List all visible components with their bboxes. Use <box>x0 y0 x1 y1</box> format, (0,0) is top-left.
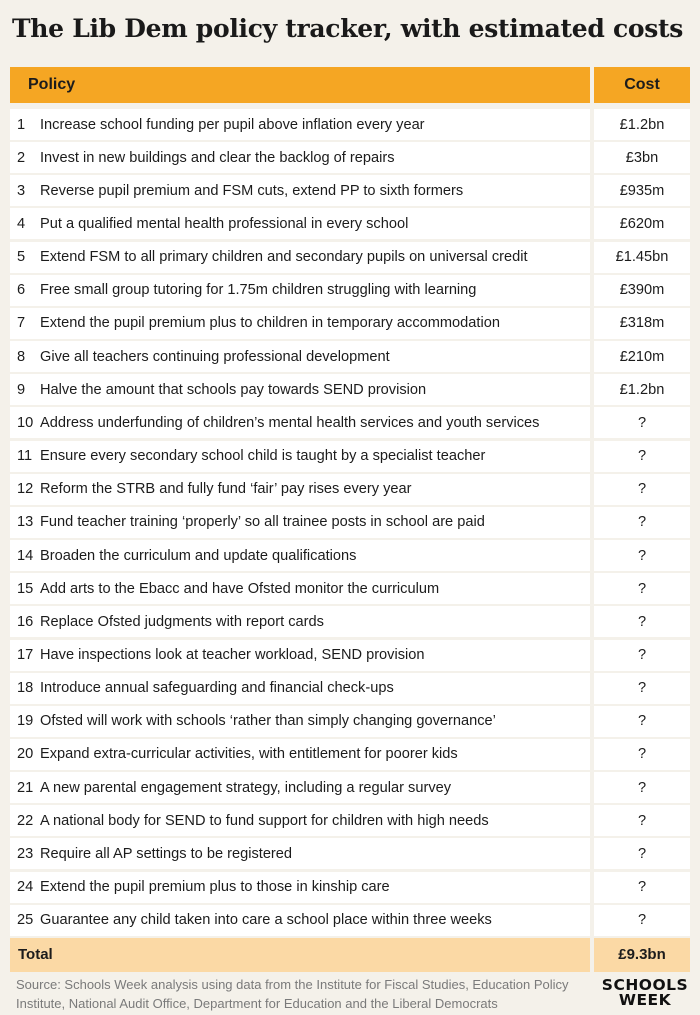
cost-cell: £935m <box>594 175 690 206</box>
policy-cell <box>10 606 590 637</box>
table-row <box>10 208 690 239</box>
cost-cell: ? <box>594 474 690 505</box>
cost-cell: £3bn <box>594 142 690 173</box>
cost-cell: ? <box>594 838 690 869</box>
row-number: 11 <box>17 448 33 465</box>
policy-text: Reform the STRB and fully fund ‘fair’ pay rises every year <box>40 481 412 498</box>
policy-cell <box>10 242 590 273</box>
policy-text: Replace Ofsted judgments with report cards <box>40 613 324 630</box>
policy-cell <box>10 540 590 571</box>
policy-text: Extend the pupil premium plus to children in temporary accommodation <box>40 315 500 332</box>
table-row <box>10 374 690 405</box>
policy-cell <box>10 341 590 372</box>
table-row <box>10 573 690 604</box>
table-row <box>10 540 690 571</box>
table-header <box>10 67 690 103</box>
row-number: 19 <box>17 713 34 730</box>
row-number: 2 <box>17 149 26 166</box>
cost-cell: £210m <box>594 341 690 372</box>
policy-text: Reverse pupil premium and FSM cuts, extend PP to sixth formers <box>40 182 464 199</box>
source-note: Source: Schools Week analysis using data from the Institute for Fiscal Studies, Education Policy Institute, National Audit Office, Department for Education and the Liberal Democrats <box>16 977 569 1011</box>
row-number: 1 <box>17 116 26 133</box>
policy-cell <box>10 739 590 770</box>
policy-cell <box>10 175 590 206</box>
policy-text: Invest in new buildings and clear the backlog of repairs <box>40 149 395 166</box>
policy-cell <box>10 275 590 306</box>
row-number: 12 <box>17 481 34 498</box>
row-number: 24 <box>17 879 34 896</box>
row-number: 21 <box>17 779 34 796</box>
cost-cell: ? <box>594 507 690 538</box>
policy-text: Extend the pupil premium plus to those in kinship care <box>40 879 390 896</box>
policy-cell <box>10 673 590 704</box>
header-policy: Policy <box>10 67 590 103</box>
cost-cell: ? <box>594 739 690 770</box>
table-row <box>10 838 690 869</box>
row-number: 10 <box>17 414 34 431</box>
total-label: Total <box>10 938 590 972</box>
policy-cell <box>10 640 590 671</box>
row-number: 9 <box>17 381 26 398</box>
policy-text: Give all teachers continuing professional development <box>40 348 390 365</box>
table-row <box>10 275 690 306</box>
policy-text: A new parental engagement strategy, including a regular survey <box>40 779 452 796</box>
table-row <box>10 805 690 836</box>
row-number: 4 <box>17 215 26 232</box>
schools-week-logo <box>600 978 690 1008</box>
policy-text: Expand extra-curricular activities, with entitlement for poorer kids <box>40 746 458 763</box>
cost-cell: ? <box>594 606 690 637</box>
policy-cell <box>10 573 590 604</box>
row-number: 7 <box>17 315 26 332</box>
row-number: 5 <box>17 249 26 266</box>
cost-cell: ? <box>594 673 690 704</box>
cost-cell: ? <box>594 573 690 604</box>
policy-cell <box>10 474 590 505</box>
table-row <box>10 441 690 472</box>
policy-text: Halve the amount that schools pay towards SEND provision <box>40 381 427 398</box>
policy-text: Fund teacher training ‘properly’ so all trainee posts in school are paid <box>40 514 485 531</box>
row-number: 14 <box>17 547 34 564</box>
table-row <box>10 905 690 936</box>
table-row <box>10 706 690 737</box>
row-number: 23 <box>17 845 34 862</box>
policy-cell <box>10 507 590 538</box>
logo-line-2: WEEK <box>618 991 672 1009</box>
table-row <box>10 739 690 770</box>
cost-cell: £318m <box>594 308 690 339</box>
policy-text: Increase school funding per pupil above inflation every year <box>40 116 425 133</box>
table-row <box>10 474 690 505</box>
cost-cell: £1.45bn <box>594 242 690 273</box>
table-row <box>10 308 690 339</box>
policy-cell <box>10 308 590 339</box>
policy-text: Guarantee any child taken into care a school place within three weeks <box>40 912 492 929</box>
policy-table <box>10 67 690 972</box>
policy-text: A national body for SEND to fund support for children with high needs <box>40 812 489 829</box>
row-number: 18 <box>17 680 34 697</box>
policy-cell <box>10 905 590 936</box>
policy-cell <box>10 208 590 239</box>
table-row <box>10 673 690 704</box>
cost-cell: ? <box>594 872 690 903</box>
page-title: The Lib Dem policy tracker, with estimated costs <box>12 14 684 43</box>
cost-cell: ? <box>594 540 690 571</box>
policy-cell <box>10 407 590 438</box>
header-cost: Cost <box>594 67 690 103</box>
policy-cell <box>10 805 590 836</box>
policy-cell <box>10 872 590 903</box>
table-body <box>10 109 690 936</box>
policy-text: Require all AP settings to be registered <box>40 845 293 862</box>
cost-cell: ? <box>594 706 690 737</box>
cost-cell: ? <box>594 407 690 438</box>
table-row <box>10 407 690 438</box>
table-row <box>10 341 690 372</box>
table-row <box>10 772 690 803</box>
row-number: 22 <box>17 812 34 829</box>
row-number: 13 <box>17 514 34 531</box>
policy-text: Ofsted will work with schools ‘rather than simply changing governance’ <box>40 713 496 730</box>
cost-cell: £390m <box>594 275 690 306</box>
policy-cell <box>10 109 590 140</box>
table-row <box>10 242 690 273</box>
cost-cell: ? <box>594 640 690 671</box>
policy-cell <box>10 441 590 472</box>
row-number: 25 <box>17 912 34 929</box>
policy-text: Free small group tutoring for 1.75m children struggling with learning <box>40 282 477 299</box>
row-number: 8 <box>17 348 26 365</box>
table-row <box>10 507 690 538</box>
row-number: 20 <box>17 746 34 763</box>
cost-cell: ? <box>594 805 690 836</box>
table-row <box>10 175 690 206</box>
cost-cell: £1.2bn <box>594 109 690 140</box>
policy-text: Address underfunding of children’s mental health services and youth services <box>40 414 540 431</box>
policy-cell <box>10 374 590 405</box>
row-number: 15 <box>17 580 34 597</box>
policy-text: Ensure every secondary school child is taught by a specialist teacher <box>40 448 486 465</box>
policy-text: Broaden the curriculum and update qualifications <box>40 547 357 564</box>
policy-cell <box>10 706 590 737</box>
total-value: £9.3bn <box>594 938 690 972</box>
policy-text: Put a qualified mental health professional in every school <box>40 215 409 232</box>
cost-cell: ? <box>594 772 690 803</box>
policy-cell <box>10 838 590 869</box>
cost-cell: £620m <box>594 208 690 239</box>
table-row <box>10 606 690 637</box>
table-row <box>10 142 690 173</box>
total-row <box>10 938 690 972</box>
policy-text: Add arts to the Ebacc and have Ofsted monitor the curriculum <box>40 580 440 597</box>
row-number: 16 <box>17 613 34 630</box>
row-number: 17 <box>17 647 34 663</box>
policy-cell <box>10 142 590 173</box>
policy-cell <box>10 772 590 803</box>
row-number: 3 <box>17 182 26 199</box>
table-row <box>10 640 690 671</box>
policy-text: Extend FSM to all primary children and secondary pupils on universal credit <box>40 249 528 266</box>
table-row <box>10 872 690 903</box>
cost-cell: ? <box>594 905 690 936</box>
cost-cell: £1.2bn <box>594 374 690 405</box>
policy-text: Introduce annual safeguarding and financial check-ups <box>40 680 394 697</box>
logo-line-1: SCHOOLS <box>601 976 689 994</box>
row-number: 6 <box>17 282 26 299</box>
cost-cell: ? <box>594 441 690 472</box>
policy-text: Have inspections look at teacher workload, SEND provision <box>40 647 425 663</box>
table-row <box>10 109 690 140</box>
